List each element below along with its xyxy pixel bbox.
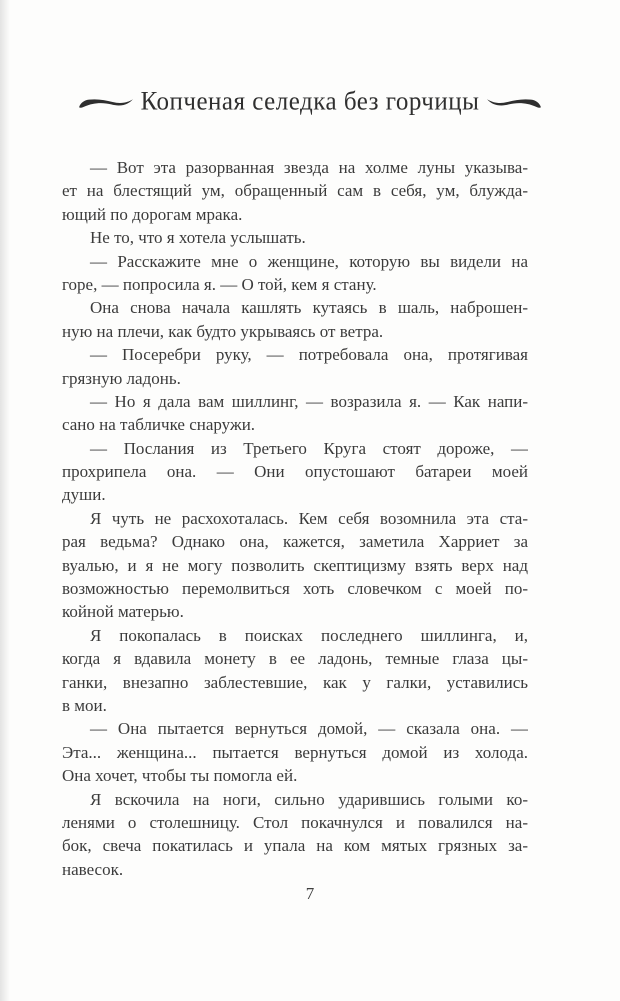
text-line: ную на плечи, как будто укрываясь от ветра.: [62, 321, 384, 341]
text-line: сано на табличке снаружи.: [62, 415, 256, 435]
flourish-left-icon: [77, 94, 135, 111]
flourish-right-icon: [485, 94, 543, 111]
text-line: койной матерью.: [62, 602, 184, 622]
text-line: Эта... женщина... пытается вернуться домой из холода.: [62, 742, 528, 762]
text-line: грязную ладонь.: [62, 368, 181, 388]
paragraph: [62, 156, 528, 226]
text-line: Она снова начала кашлять кутаясь в шаль, наброшен-: [90, 298, 528, 318]
text-line: ющий по дорогам мрака.: [62, 204, 243, 224]
page-number: 7: [305, 884, 315, 903]
paragraph: [62, 788, 528, 882]
text-line: вуалью, и я не могу позволить скептицизму взять верх над: [62, 555, 528, 575]
text-line: когда я вдавила монету в ее ладонь, темные глаза цы-: [62, 649, 528, 669]
text-line: прохрипела она. — Они опустошают батареи моей: [62, 462, 528, 482]
text-line: навесок.: [62, 859, 124, 879]
paragraph: [62, 717, 528, 787]
paragraph: [62, 343, 528, 390]
text-line: — Вот эта разорванная звезда на холме луны указыва-: [90, 158, 528, 177]
chapter-header: [0, 88, 620, 116]
text-line: Я покопалась в поисках последнего шиллинга, и,: [90, 625, 528, 645]
paragraph: [62, 437, 528, 507]
paragraph: [62, 250, 528, 297]
text-line: возможностью перемолвиться хоть словечком с моей по-: [62, 579, 528, 599]
text-line: Я чуть не расхохоталась. Кем себя возомнила эта ста-: [90, 508, 528, 528]
text-line: ганки, внезапно заблестевшие, как у галки, уставились: [62, 672, 528, 692]
paragraph: [62, 624, 528, 718]
text-line: Я вскочила на ноги, сильно ударившись голыми ко-: [90, 789, 528, 809]
text-line: — Но я дала вам шиллинг, — возразила я. — Как напи-: [90, 391, 528, 411]
text-line: Не то, что я хотела услышать.: [90, 228, 306, 248]
chapter-title: Копченая селедка без горчицы: [140, 87, 480, 116]
text-line: — Расскажите мне о женщине, которую вы видели на: [90, 251, 528, 271]
paragraph: [62, 226, 528, 249]
text-line: рая ведьма? Однако она, кажется, заметила Харриет за: [62, 532, 528, 552]
paragraph: [62, 507, 528, 624]
page-edge-shadow: [0, 0, 10, 1001]
text-line: — Посеребри руку, — потребовала она, протягивая: [90, 345, 528, 365]
text-line: бок, свеча покатилась и упала на ком мятых грязных за-: [62, 836, 528, 856]
text-line: Она хочет, чтобы ты помогла ей.: [62, 766, 298, 786]
text-line: души.: [62, 485, 106, 505]
text-line: — Она пытается вернуться домой, — сказала она. —: [90, 719, 528, 739]
text-line: ленями о столешницу. Стол покачнулся и повалился на-: [62, 812, 528, 832]
paragraph: [62, 296, 528, 343]
text-line: в мои.: [62, 695, 107, 715]
text-line: ет на блестящий ум, обращенный сам в себя, ум, блужда-: [62, 181, 528, 201]
paragraph: [62, 390, 528, 437]
text-line: горе, — попросила я. — О той, кем я стану.: [62, 274, 377, 294]
page-text: [62, 156, 528, 881]
text-line: — Послания из Третьего Круга стоят дороже, —: [90, 438, 528, 458]
